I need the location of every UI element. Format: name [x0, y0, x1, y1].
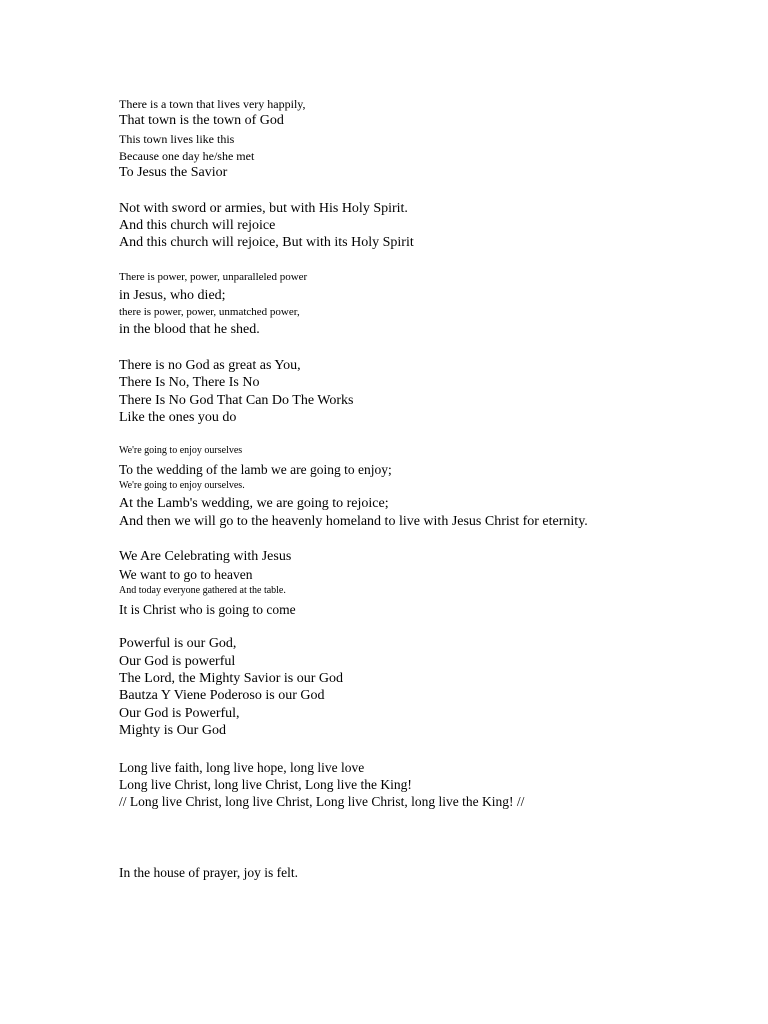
text-line: Mighty is Our God: [119, 723, 226, 738]
text-line: We're going to enjoy ourselves: [119, 445, 243, 456]
text-line: there is power, power, unmatched power,: [119, 306, 300, 318]
text-line: There Is No God That Can Do The Works: [119, 393, 354, 408]
text-line: To the wedding of the lamb we are going to enjoy;: [119, 462, 392, 477]
text-line: The Lord, the Mighty Savior is our God: [119, 671, 343, 686]
text-line: Long live faith, long live hope, long live love: [119, 760, 365, 775]
text-line: Not with sword or armies, but with His Holy Spirit.: [119, 201, 408, 216]
text-line: That town is the town of God: [119, 113, 284, 128]
text-line: Powerful is our God,: [119, 636, 237, 651]
text-line: Our God is powerful: [119, 654, 236, 669]
text-line: There is no God as great as You,: [119, 358, 301, 373]
text-line: in the blood that he shed.: [119, 322, 260, 337]
text-line: And today everyone gathered at the table.: [119, 585, 286, 596]
text-line: Our God is Powerful,: [119, 706, 240, 721]
text-line: And this church will rejoice: [119, 218, 276, 233]
text-line: We want to go to heaven: [119, 567, 253, 582]
text-line: Because one day he/she met: [119, 149, 255, 163]
text-line: To Jesus the Savior: [119, 165, 228, 180]
text-line: There Is No, There Is No: [119, 375, 260, 390]
text-line: This town lives like this: [119, 132, 235, 146]
text-line: // Long live Christ, long live Christ, Long live Christ, long live the King! //: [119, 794, 525, 809]
text-line: We Are Celebrating with Jesus: [119, 549, 292, 564]
text-line: In the house of prayer, joy is felt.: [119, 865, 299, 880]
text-line: Like the ones you do: [119, 410, 237, 425]
text-line: It is Christ who is going to come: [119, 602, 296, 617]
text-line: There is power, power, unparalleled power: [119, 271, 308, 283]
text-line: Bautza Y Viene Poderoso is our God: [119, 688, 325, 703]
text-line: in Jesus, who died;: [119, 288, 226, 303]
text-line: We're going to enjoy ourselves.: [119, 480, 245, 491]
text-line: Long live Christ, long live Christ, Long live the King!: [119, 777, 412, 792]
text-line: There is a town that lives very happily,: [119, 97, 306, 111]
text-line: And then we will go to the heavenly homeland to live with Jesus Christ for eternity.: [119, 514, 588, 529]
text-line: And this church will rejoice, But with its Holy Spirit: [119, 235, 414, 250]
text-line: At the Lamb's wedding, we are going to rejoice;: [119, 496, 389, 511]
